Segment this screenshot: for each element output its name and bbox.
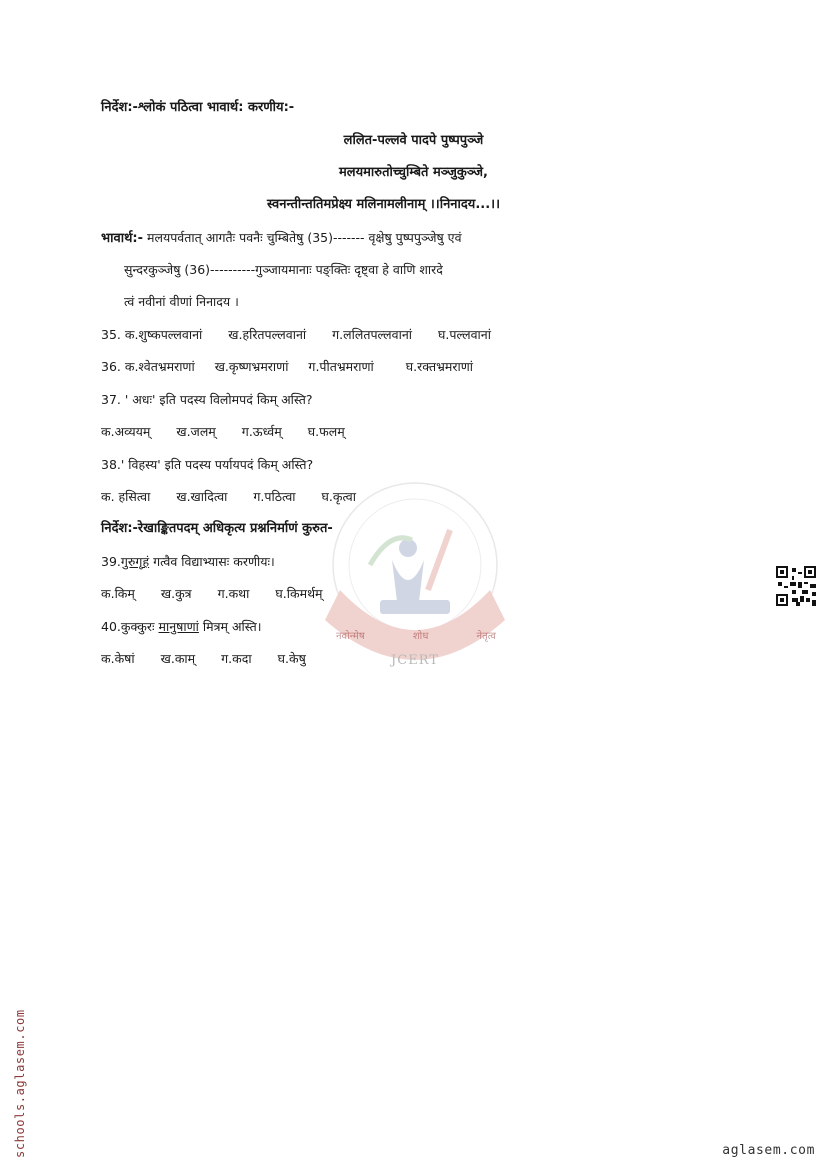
side-website-url[interactable]: schools.aglasem.com	[13, 1009, 27, 1158]
option: क.केषां	[101, 651, 135, 666]
bhavarth-text: मलयपर्वतात् आगतैः पवनैः चुम्बितेषु (35)------- वृक्षेषु पुष्पपुञ्जेषु एवं	[143, 230, 462, 245]
bhavarth-line-1	[101, 230, 462, 247]
watermark-word: नवोन्मेष	[336, 631, 365, 642]
option: ख.जलम्	[176, 424, 216, 439]
option: ख.हरितपल्लवानां	[228, 327, 307, 342]
option: घ.पल्लवानां	[438, 327, 491, 342]
bhavarth-label: भावार्थ:-	[101, 231, 144, 246]
shloka-line-2: मलयमारुतोच्चुम्बिते मञ्जुकुञ्जे,	[339, 165, 488, 180]
underlined-word: मानुषाणां	[158, 619, 199, 634]
option: क.अव्ययम्	[101, 424, 151, 439]
option: ख.काम्	[160, 651, 196, 666]
option: ग.पठित्वा	[253, 489, 296, 504]
question-37-options	[101, 424, 367, 440]
qr-code-icon[interactable]	[776, 566, 816, 606]
option: ख.कुत्र	[160, 586, 192, 601]
watermark-word: नेतृत्व	[476, 631, 496, 642]
option: घ.केषु	[277, 651, 306, 666]
question-number: 40.कुक्कुरः	[101, 619, 159, 634]
question-36-text: 36. क.श्वेतभ्रमराणां	[101, 359, 195, 374]
question-rest: मित्रम् अस्ति।	[198, 619, 262, 634]
option: क.किम्	[101, 586, 135, 601]
question-40-text	[101, 619, 261, 635]
option: ख.कृष्णभ्रमराणां	[214, 359, 289, 374]
option: घ.किमर्थम्	[275, 586, 323, 601]
option: ग.ऊर्ध्वम्	[241, 424, 282, 439]
instruction-heading-2: निर्देश:-रेखाङ्कितपदम् अधिकृत्य प्रश्ननिर्माणं कुरुत-	[101, 521, 333, 536]
question-38-text: 38.' विहस्य' इति पदस्य पर्यायपदं किम् अस्ति?	[101, 457, 314, 472]
footer-website-url[interactable]: aglasem.com	[722, 1143, 815, 1158]
option: ग.पीतभ्रमराणां	[308, 359, 374, 374]
option: ग.कदा	[221, 651, 252, 666]
question-rest: गत्वैव विद्याभ्यासः करणीयः।	[149, 554, 275, 569]
shloka-line-1: ललित-पल्लवे पादपे पुष्पपुञ्जे	[343, 133, 484, 148]
question-35	[101, 327, 513, 343]
underlined-word: गुरुगृहं	[120, 554, 150, 569]
option: घ.कृत्वा	[321, 489, 356, 504]
option: घ.फलम्	[307, 424, 345, 439]
question-39-text	[101, 554, 275, 570]
shloka-line-3: स्वनन्तीन्ततिमप्रेक्ष्य मलिनामलीनाम् ।।निनादय...।।	[267, 197, 500, 212]
question-39-options	[101, 586, 345, 602]
bhavarth-line-2: सुन्दरकुञ्जेषु (36)----------गुञ्जायमानाः पङ्क्तिः दृष्ट्वा हे वाणि शारदे	[124, 262, 443, 277]
bhavarth-line-3: त्वं नवीनां वीणां निनादय ।	[124, 294, 239, 309]
option: ख.खादित्वा	[176, 489, 228, 504]
question-36	[101, 359, 495, 375]
question-38-options	[101, 489, 378, 505]
instruction-heading: निर्देश:-श्लोकं पठित्वा भावार्थ: करणीय:-	[101, 100, 295, 115]
watermark-org: JCERT	[391, 653, 439, 668]
option: क. हसित्वा	[101, 489, 151, 504]
option: ग.ललितपल्लवानां	[332, 327, 413, 342]
watermark-word: शोध	[412, 631, 429, 642]
question-40-options	[101, 651, 328, 667]
option: ग.कथा	[217, 586, 250, 601]
question-35-text: 35. क.शुष्कपल्लवानां	[101, 327, 203, 342]
question-number: 39.	[101, 554, 121, 569]
question-37-text: 37. ' अधः' इति पदस्य विलोमपदं किम् अस्ति?	[101, 392, 313, 407]
watermark-caption	[336, 628, 496, 642]
option: घ.रक्तभ्रमराणां	[405, 359, 473, 374]
